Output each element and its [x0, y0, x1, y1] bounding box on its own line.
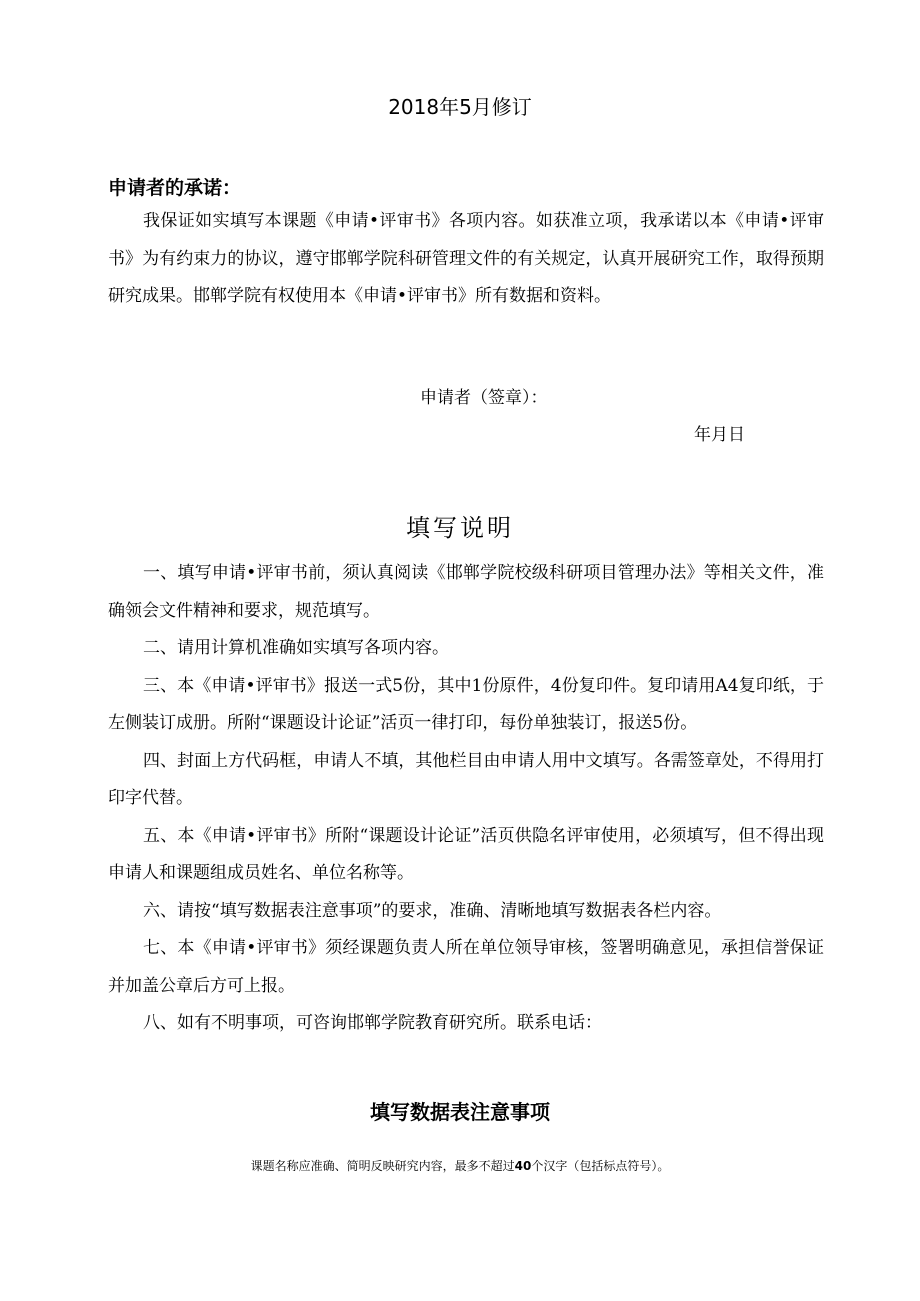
instruction-item: 六、请按“填写数据表注意事项”的要求，准确、清晰地填写数据表各栏内容。: [143, 900, 722, 921]
notes-heading: 填写数据表注意事项: [370, 1100, 550, 1124]
instructions-heading: 填写说明: [406, 514, 514, 542]
notes-text-after: 个汉字（包括标点符号）。: [531, 1159, 670, 1173]
revision-date: 2018年5月修订: [388, 95, 532, 119]
date-label: 年月日: [694, 425, 745, 445]
notes-text-before: 课题名称应准确、简明反映研究内容，最多不超过: [250, 1159, 515, 1173]
instruction-item: 五、本《申请•评审书》所附“课题设计论证”活页供隐名评审使用，必须填写，但不得出现申请人和课题组成员姓名、单位名称等。: [108, 825, 824, 883]
pledge-heading: 申请者的承诺：: [108, 177, 242, 199]
instruction-item: 七、本《申请•评审书》须经课题负责人所在单位领导审核，签署明确意见，承担信誉保证并加盖公章后方可上报。: [108, 938, 824, 996]
instruction-item: 四、封面上方代码框，申请人不填，其他栏目由申请人用中文填写。各需签章处，不得用打印字代替。: [108, 750, 824, 808]
instruction-item: 二、请用计算机准确如实填写各项内容。: [143, 638, 449, 658]
instructions-list: [108, 555, 824, 1043]
notes-text: [0, 1156, 920, 1176]
instruction-item: 八、如有不明事项，可咨询邯郸学院教育研究所。联系电话：: [143, 1013, 602, 1033]
instruction-item: 一、填写申请•评审书前，须认真阅读《邯郸学院校级科研项目管理办法》等相关文件，准确领会文件精神和要求，规范填写。: [108, 563, 824, 621]
pledge-text: 我保证如实填写本课题《申请•评审书》各项内容。如获准立项，我承诺以本《申请•评审书》为有约束力的协议，遵守邯郸学院科研管理文件的有关规定，认真开展研究工作，取得预期研究成果。邯郸学院有权使用本《申请•评审书》所有数据和资料。: [108, 211, 824, 306]
notes-text-number: 40: [514, 1159, 532, 1173]
signature-label: 申请者（签章）：: [420, 388, 548, 408]
instruction-item: 三、本《申请•评审书》报送一式5份，其中1份原件，4份复印件。复印请用A4复印纸，于左侧装订成册。所附“课题设计论证”活页一律打印，每份单独装订，报送5份。: [108, 675, 824, 733]
